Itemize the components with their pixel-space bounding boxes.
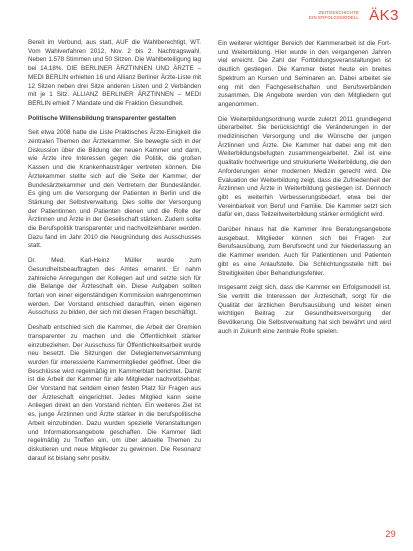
page-number: 29 <box>385 529 396 539</box>
section-label <box>269 10 359 20</box>
article-paragraph: Die Weiterbildungsordnung wurde zuletzt 2011 grundlegend überarbeitet. Sie berücksichtigt die Veränderungen in der medizinischen Versorgung und die Wünsche der jungen Ärztinnen und Ärzte. Die Kammer hat dabei eng mit den Weiterbildungsbefugten zusammengearbeitet. Ziel ist eine qualitativ hochwertige und strukturierte Weiterbildung, die den Anforderungen einer modernen Medizin gerecht wird. Die Evaluation der Weiterbildung zeigt, dass die Zufriedenheit der Ärztinnen und Ärzte in Weiterbildung gestiegen ist. Dennoch gibt es weiterhin Verbesserungsbedarf, etwa bei der Vereinbarkeit von Beruf und Familie. Die Kammer setzt sich dafür ein, dass Teilzeitweiterbildung stärker ermöglicht wird. <box>218 115 391 219</box>
article-paragraph: Bereit im Verbund, aus statt, AUF die Wahlberechtigt, WT. Vom Wahlverfahren 2012, Nov. 2 bis 2. Nachtragswahl. Neben 1.578 Stimmen und 50 Sitzen. Die Wahlbeteiligung lag bei 14,18%. DIE BERLINER ÄRZTINNEN UND ÄRZTE – MEDI BERLIN erhielten 16 und Allianz Berliner Ärzte-Liste mit 12 Sitzen neben drei Sitze anderen Listen und 2 Verbänden mit je 1 Sitz. ALLIANZ BERLINER ÄRZTINNEN – MEDI BERLIN erhielt 7 Mandate und die Fraktion Gesundheit. <box>28 39 201 107</box>
article-subheading: Politische Willensbildung transparenter gestalten <box>28 114 176 122</box>
section-label-line1: ZEITGESCHICHTE <box>318 10 359 15</box>
section-label-line2: EIN ERFOLGSMODELL <box>309 15 359 20</box>
article-paragraph: Dr. Med. Karl-Heinz Müller wurde zum Gesundheitsbeauftragten des Amtes ernannt. Er nahm zahlreiche Anregungen der Kollegen auf und setzte sich für die Belange der Ärzteschaft ein. Diese Aufgaben sollten fortan von einer eigenständigen Kommission wahrgenommen werden. Der Vorstand entschied daraufhin, einen eigenen Ausschuss zu bilden, der sich mit diesen Fragen beschäftigt. <box>28 257 201 317</box>
subhead-paragraph <box>28 115 201 124</box>
article-paragraph: Insgesamt zeigt sich, dass die Kammer ein Erfolgsmodell ist. Sie vertritt die Interessen der Ärzteschaft, sorgt für die Qualität der ärztlichen Berufsausübung und leistet einen wichtigen Beitrag zur Gesundheitsversorgung der Bevölkerung. Die Selbstverwaltung hat sich bewährt und wird auch in Zukunft eine zentrale Rolle spielen. <box>218 284 391 335</box>
left-column <box>28 40 201 469</box>
article-paragraph: Ein weiterer wichtiger Bereich der Kammerarbeit ist die Fort- und Weiterbildung. Hier wurde in den vergangenen Jahren viel erreicht. Die Zahl der Fortbildungsveranstaltungen ist deutlich gestiegen. Die Kammer bietet heute ein breites Spektrum an Kursen und Seminaren an. Dabei arbeitet sie eng mit den Fachgesellschaften und Berufsverbänden zusammen. Die Angebote werden von den Mitgliedern gut angenommen. <box>218 40 391 108</box>
article-paragraph: Deshalb entschied sich die Kammer, die Arbeit der Gremien transparenter zu machen und die Öffentlichkeit stärker einzubeziehen. Der Ausschuss für Öffentlichkeitsarbeit wurde neu besetzt. Die Sitzungen der Delegiertenversammlung wurden für interessierte Kammermitglieder geöffnet. Über die Beschlüsse wird regelmäßig im Kammerblatt berichtet. Damit ist die Arbeit der Kammer für alle Mitglieder nachvollziehbar. Der Vorstand hat seitdem einen festen Platz für Fragen aus der Ärzteschaft eingerichtet. Jedes Mitglied kann seine Anliegen direkt an den Vorstand richten. Ein weiteres Ziel ist es, junge Ärztinnen und Ärzte stärker in die berufspolitische Arbeit einzubinden. Dazu wurden spezielle Veranstaltungen und Informationsangebote geschaffen. Die Kammer lädt regelmäßig zu Treffen ein, um über aktuelle Themen zu diskutieren und neue Mitglieder zu gewinnen. Die Resonanz darauf ist bislang sehr positiv. <box>28 324 201 462</box>
right-column <box>218 40 391 343</box>
article-paragraph: Darüber hinaus hat die Kammer ihre Beratungsangebote ausgebaut. Mitglieder können sich bei Fragen zur Berufsausübung, zum Berufsrecht und zur Niederlassung an die Kammer wenden. Auch für Patientinnen und Patienten gibt es eine Anlaufstelle. Die Schlichtungsstelle hilft bei Streitigkeiten über Behandlungsfehler. <box>218 226 391 277</box>
article-paragraph: Seit etwa 2008 hatte die Liste Praktisches Ärzte-Einigkeit die zentralen Themen der Ärztekammer. Sie bewegte sich in der Diskussion über die Bildung der neuen Kammer und darin, wie Ärzte ihre Interessen gegen die Politik, die großen Kassen und die Krankenhausträger vertreten können. Die Ärztekammer stellte sich auf die Seite der Kammer, der Bundesärztekammer und den Vertretern der Bundesländer. Es ging um die Versorgung der Patienten in Berlin und die Stärkung der Selbstverwaltung. Dies sollte der Versorgung der Patientinnen und Patienten dienen und die Rolle der Ärztinnen und Ärzte in der Gesellschaft stärken. Zudem sollte die Berufspolitik transparenter und nachvollziehbarer werden. Dazu fand im Jahr 2010 die Neugründung des Ausschusses statt. <box>28 129 201 250</box>
section-badge: ÄK3 <box>369 7 399 24</box>
